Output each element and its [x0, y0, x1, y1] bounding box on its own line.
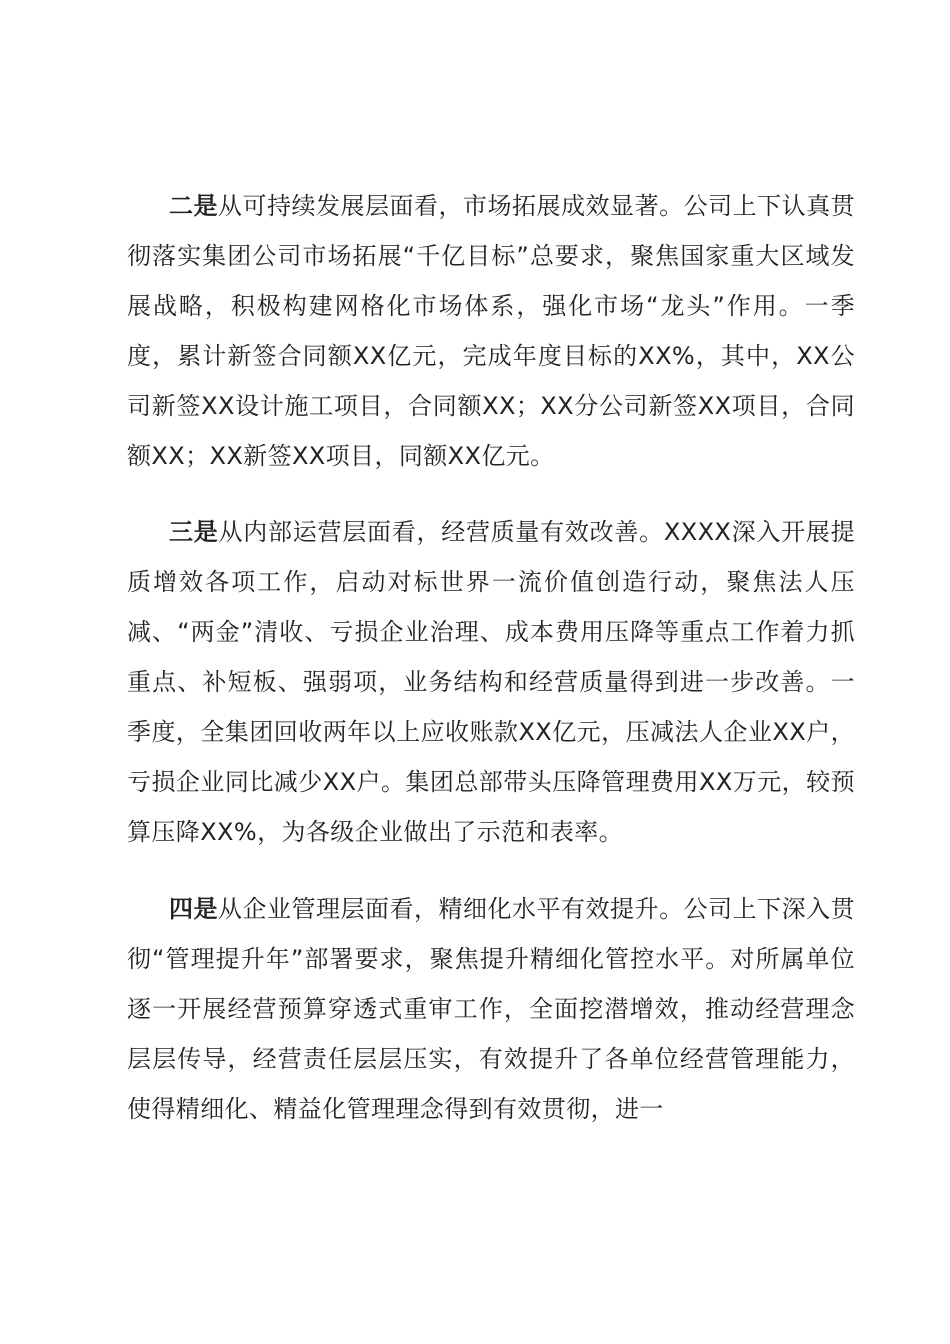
paragraph-body: 从企业管理层面看，精细化水平有效提升。公司上下深入贯彻“管理提升年”部署要求，聚焦提升精细化管控水平。对所属单位逐一开展经营预算穿透式重审工作，全面挖潜增效，推动经营理念层层传导，经营责任层层压实，有效提升了各单位经营管理能力，使得精细化、精益化管理理念得到有效贯彻，进一	[127, 895, 855, 1123]
paragraph-2	[127, 181, 855, 481]
paragraph-3	[127, 507, 855, 857]
paragraph-body: 从内部运营层面看，经营质量有效改善。XXXX深入开展提质增效各项工作，启动对标世界一流价值创造行动，聚焦法人压减、“两金”清收、亏损企业治理、成本费用压降等重点工作着力抓重点、补短板、强弱项，业务结构和经营质量得到进一步改善。一季度，全集团回收两年以上应收账款XX亿元，压减法人企业XX户，亏损企业同比减少XX户。集团总部带头压降管理费用XX万元，较预算压降XX%，为各级企业做出了示范和表率。	[127, 518, 855, 846]
paragraph-lead: 二是	[169, 192, 219, 220]
paragraph-lead: 三是	[169, 518, 219, 546]
paragraph-4	[127, 884, 855, 1134]
paragraph-body: 从可持续发展层面看，市场拓展成效显著。公司上下认真贯彻落实集团公司市场拓展“千亿目标”总要求，聚焦国家重大区域发展战略，积极构建网格化市场体系，强化市场“龙头”作用。一季度，累计新签合同额XX亿元，完成年度目标的XX%，其中，XX公司新签XX设计施工项目，合同额XX；XX分公司新签XX项目，合同额XX；XX新签XX项目，同额XX亿元。	[127, 192, 855, 470]
paragraph-lead: 四是	[169, 895, 219, 923]
